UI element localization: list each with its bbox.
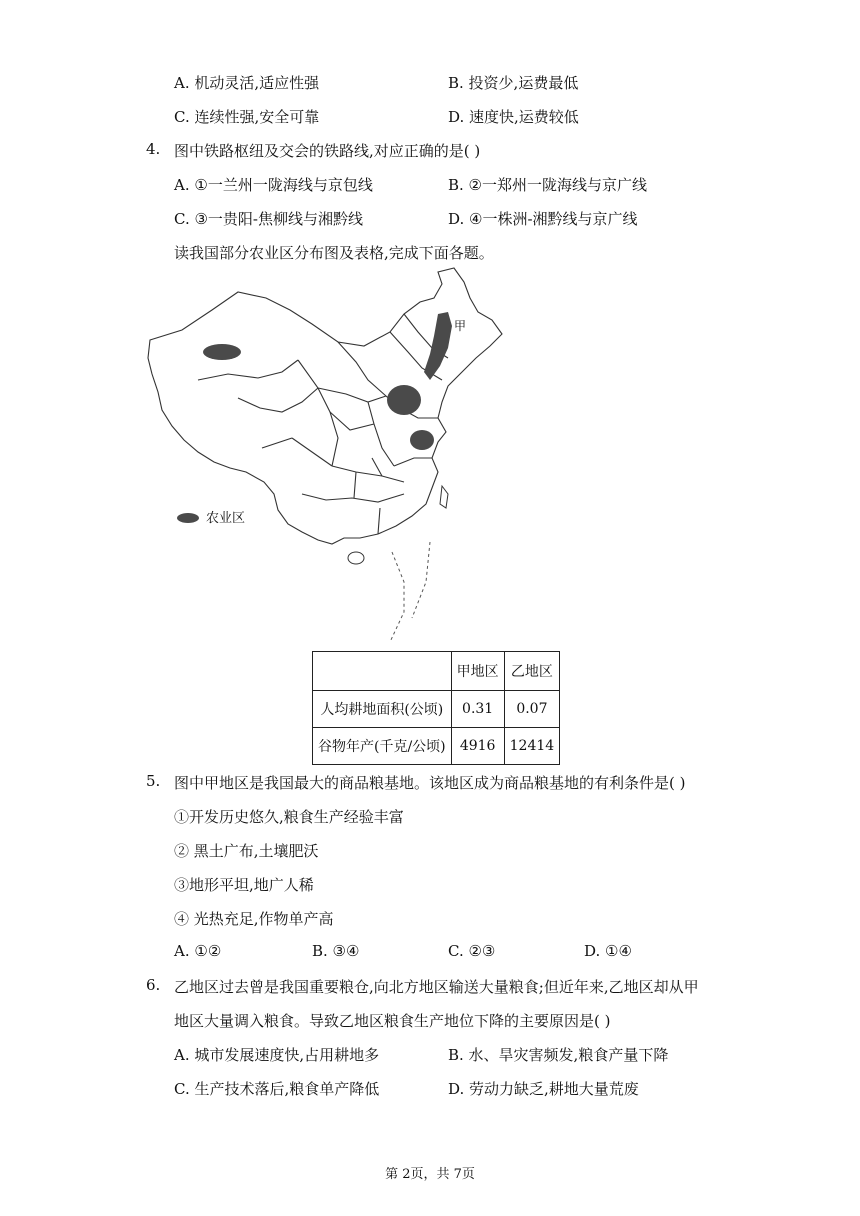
q5-stem: 图中甲地区是我国最大的商品粮基地。该地区成为商品粮基地的有利条件是( ): [174, 774, 686, 792]
q3-option-b: B. 投资少,运费最低: [448, 74, 579, 92]
q6-option-a: A. 城市发展速度快,占用耕地多: [174, 1046, 380, 1064]
jia-agri-region: [424, 312, 452, 380]
q5-item-1: ①开发历史悠久,粮食生产经验丰富: [174, 808, 404, 826]
south-sea-boundary: [390, 542, 430, 642]
q6-stem-line2: 地区大量调入粮食。导致乙地区粮食生产地位下降的主要原因是( ): [174, 1012, 611, 1030]
q4-stem: 图中铁路枢纽及交会的铁路线,对应正确的是( ): [174, 142, 481, 160]
table-row: [313, 728, 560, 765]
table-header-cell: [313, 652, 452, 691]
q6-stem-line1: 乙地区过去曾是我国重要粮仓,向北方地区输送大量粮食;但近年来,乙地区却从甲: [174, 978, 699, 996]
q4-option-c: C. ③一贵阳-焦柳线与湘黔线: [174, 210, 363, 228]
page-footer: 第 2页，共 7页: [385, 1167, 475, 1182]
q5-number: 5.: [146, 772, 161, 790]
china-agriculture-map: [142, 262, 572, 652]
table-cell: 人均耕地面积(公顷): [313, 691, 452, 728]
q5-item-2: ② 黑土广布,土壤肥沃: [174, 842, 319, 860]
table-cell: 0.07: [504, 691, 560, 728]
china-outline: [148, 268, 502, 544]
q5-option-d: D. ①④: [584, 942, 632, 960]
q5-option-c: C. ②③: [448, 942, 496, 960]
label-jia: 甲: [454, 319, 467, 333]
table-cell: 0.31: [451, 691, 504, 728]
legend-label: 农业区: [206, 511, 246, 526]
table-cell: 谷物年产(千克/公顷): [313, 728, 452, 765]
north-china-agri-region: [387, 385, 421, 415]
q6-number: 6.: [146, 976, 161, 994]
q3-option-a: A. 机动灵活,适应性强: [174, 74, 320, 92]
q3-option-d: D. 速度快,运费较低: [448, 108, 579, 126]
table-header-cell: 乙地区: [504, 652, 560, 691]
q6-option-d: D. 劳动力缺乏,耕地大量荒废: [448, 1080, 639, 1098]
q5-item-4: ④ 光热充足,作物单产高: [174, 910, 334, 928]
q4-number: 4.: [146, 140, 161, 158]
xinjiang-agri-region: [203, 344, 241, 360]
reading-intro: 读我国部分农业区分布图及表格,完成下面各题。: [174, 244, 494, 262]
table-cell: 12414: [504, 728, 560, 765]
q4-option-d: D. ④一株洲-湘黔线与京广线: [448, 210, 638, 228]
table-row: [313, 691, 560, 728]
yi-agri-region: [410, 430, 434, 450]
table-cell: 4916: [451, 728, 504, 765]
q4-option-a: A. ①一兰州一陇海线与京包线: [174, 176, 373, 194]
table-header-row: [313, 652, 560, 691]
agri-data-table: [312, 651, 560, 765]
q5-option-a: A. ①②: [174, 942, 222, 960]
q4-option-b: B. ②一郑州一陇海线与京广线: [448, 176, 648, 194]
q6-option-c: C. 生产技术落后,粮食单产降低: [174, 1080, 380, 1098]
q3-option-c: C. 连续性强,安全可靠: [174, 108, 320, 126]
q5-item-3: ③地形平坦,地广人稀: [174, 876, 314, 894]
q5-option-b: B. ③④: [312, 942, 360, 960]
q6-option-b: B. 水、旱灾害频发,粮食产量下降: [448, 1046, 669, 1064]
table-header-cell: 甲地区: [451, 652, 504, 691]
taiwan-island: [440, 486, 448, 508]
hainan-island: [348, 552, 364, 564]
legend-swatch: [177, 513, 199, 523]
